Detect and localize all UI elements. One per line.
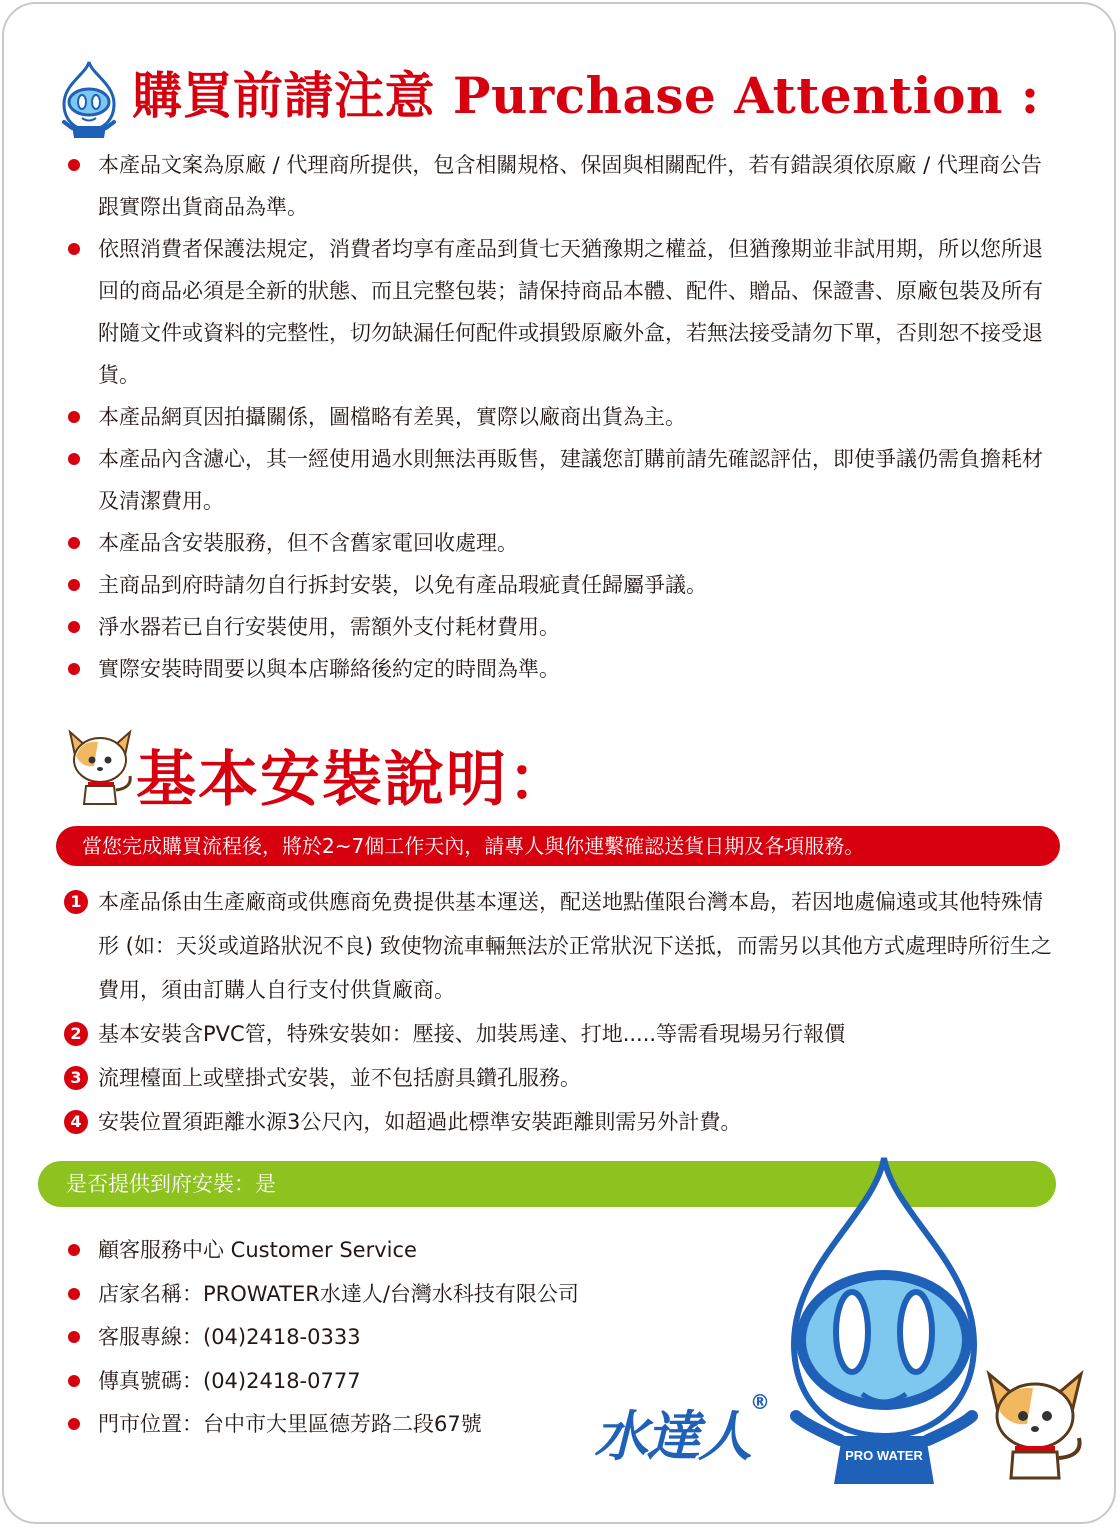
bullet-dot-icon	[68, 411, 80, 423]
install-steps-list	[64, 880, 1058, 1144]
list-item	[68, 606, 1058, 648]
list-item-text: 店家名稱：PROWATER水達人/台灣水科技有限公司	[98, 1281, 579, 1306]
dog-mascot-icon	[979, 1366, 1091, 1484]
list-item-text: 本產品含安裝服務，但不含舊家電回收處理。	[98, 531, 518, 555]
list-item-text: 客服專線：(04)2418-0333	[98, 1325, 361, 1349]
list-item-text: 本產品內含濾心，其一經使用過水則無法再販售，建議您訂購前請先確認評估，即使爭議仍需負擔耗材及清潔費用。	[98, 447, 1043, 513]
bullet-dot-icon	[68, 1418, 80, 1430]
step-number-badge: 2	[64, 1022, 88, 1046]
list-item	[68, 564, 1058, 606]
dog-mascot-icon	[62, 726, 138, 808]
purchase-notes-list	[68, 144, 1058, 690]
purchase-attention-heading: 購買前請注意 Purchase Attention :	[132, 66, 1040, 125]
list-item	[68, 228, 1058, 396]
list-item-text: 本產品係由生產廠商或供應商免费提供基本運送，配送地點僅限台灣本島，若因地處偏遠或其他特殊情形 (如：天災或道路狀況不良) 致使物流車輛無法於正常狀況下送抵，而需另以其他方式處理時所衍生之費用，須由訂購人自行支付供貨廠商。	[98, 890, 1052, 1002]
list-item	[64, 1100, 1058, 1144]
notice-card	[2, 2, 1116, 1524]
bullet-dot-icon	[68, 1244, 80, 1256]
bullet-dot-icon	[68, 243, 80, 255]
list-item-text: 依照消費者保護法規定，消費者均享有產品到貨七天猶豫期之權益，但猶豫期並非試用期，所以您所退回的商品必須是全新的狀態、而且完整包裝；請保持商品本體、配件、贈品、保證書、原廠包裝及所有附隨文件或資料的完整性，切勿缺漏任何配件或損毀原廠外盒，若無法接受請勿下單，否則恕不接受退貨。	[98, 237, 1043, 387]
list-item-text: 實際安裝時間要以與本店聯絡後約定的時間為準。	[98, 657, 560, 681]
registered-mark: ®	[750, 1390, 768, 1414]
bullet-dot-icon	[68, 663, 80, 675]
list-item	[68, 144, 1058, 228]
list-item-text: 本產品文案為原廠 / 代理商所提供，包含相關規格、保固與相關配件，若有錯誤須依原廠 / 代理商公告跟實際出貨商品為準。	[98, 153, 1042, 219]
bullet-dot-icon	[68, 621, 80, 633]
list-item-text: 門市位置：台中市大里區德芳路二段67號	[98, 1412, 482, 1436]
brand-logo	[594, 1390, 768, 1468]
list-item	[64, 1056, 1058, 1100]
bullet-dot-icon	[68, 579, 80, 591]
list-item-text: 主商品到府時請勿自行拆封安裝，以免有產品瑕疵責任歸屬爭議。	[98, 573, 707, 597]
bullet-dot-icon	[68, 1288, 80, 1300]
step-number-badge: 3	[64, 1066, 88, 1090]
list-item-text: 安裝位置須距離水源3公尺內，如超過此標準安裝距離則需另外計費。	[98, 1110, 742, 1134]
list-item	[68, 1229, 768, 1273]
brand-name: 水達人	[594, 1405, 750, 1468]
list-item	[64, 1012, 1058, 1056]
list-item-text: 顧客服務中心 Customer Service	[98, 1238, 417, 1262]
list-item	[68, 648, 1058, 690]
list-item	[68, 438, 1058, 522]
basic-install-heading: 基本安裝說明：	[136, 745, 570, 815]
bullet-dot-icon	[68, 159, 80, 171]
list-item	[68, 1273, 768, 1317]
list-item	[68, 522, 1058, 564]
list-item-text: 流理檯面上或壁掛式安裝，並不包括廚具鑽孔服務。	[98, 1066, 581, 1090]
bullet-dot-icon	[68, 1331, 80, 1343]
water-drop-mascot-icon	[54, 60, 124, 140]
install-contact-banner: 當您完成購買流程後，將於2~7個工作天內，請專人與你連繫確認送貨日期及各項服務。	[56, 826, 1060, 866]
list-item-text: 本產品網頁因拍攝關係，圖檔略有差異，實際以廠商出貨為主。	[98, 405, 686, 429]
bullet-dot-icon	[68, 537, 80, 549]
water-drop-mascot-icon	[784, 1154, 984, 1484]
brand-badge: PRO WATER	[845, 1448, 923, 1463]
bullet-dot-icon	[68, 1375, 80, 1387]
step-number-badge: 1	[64, 890, 88, 914]
list-item	[68, 1316, 768, 1360]
list-item	[64, 880, 1058, 1012]
step-number-badge: 4	[64, 1110, 88, 1134]
list-item-text: 基本安裝含PVC管，特殊安裝如：壓接、加裝馬達、打地.....等需看現場另行報價	[98, 1022, 846, 1046]
list-item-text: 淨水器若已自行安裝使用，需額外支付耗材費用。	[98, 615, 560, 639]
bullet-dot-icon	[68, 453, 80, 465]
list-item	[68, 396, 1058, 438]
onsite-install-banner: 是否提供到府安裝：是	[38, 1161, 1056, 1207]
list-item-text: 傳真號碼：(04)2418-0777	[98, 1368, 361, 1393]
